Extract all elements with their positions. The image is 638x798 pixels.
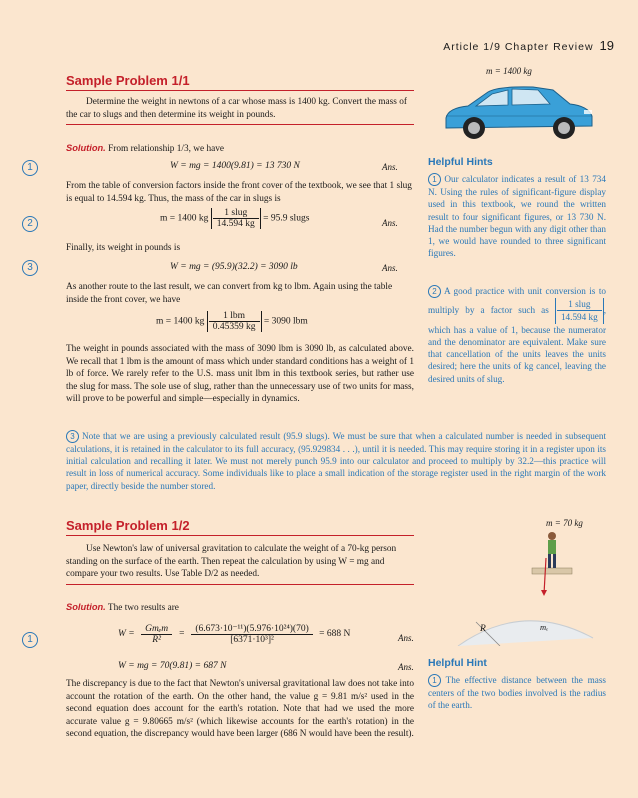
eq-w: W = xyxy=(118,629,135,640)
answer-label: Ans. xyxy=(382,263,398,273)
helpful-hint-title: Helpful Hint xyxy=(428,657,487,669)
eq2-right: = 95.9 slugs xyxy=(263,213,310,224)
equation-weight-mg: W = mg = 70(9.81) = 687 N xyxy=(118,661,227,671)
eq-result: = 688 N xyxy=(319,629,351,640)
equation-gravitation: W = $\frac{\text{Gmₑm}}{\text{R²}}$ = $\frac{\text{(6.673·10⁻¹¹)(5.976·10²⁴)(70)}}{\text{[6371·10³]²}}$ = 688 N xyxy=(118,623,351,645)
title-rule xyxy=(66,90,414,91)
eq4-denominator: 0.45359 kg xyxy=(212,322,256,332)
hint-2-text-c: because the numerator and the denominator are equivalent. Make sure that cancellation of the units leaves the units desired; here the units of kg cancel, leaving the desired units of slug. xyxy=(428,324,606,384)
problem-statement: Determine the weight in newtons of a car whose mass is 1400 kg. Convert the mass of the car to slugs and then determine its weight in pounds. xyxy=(66,97,407,120)
discrepancy-paragraph: The discrepancy is due to the fact that Newton's universal gravitational law does not take into account the rotation of the earth. On the other hand, the value g = 9.81 m/s² used in the second equation does account for the earth's rotation. Note that had we used the more accurate value g = 9.80665 m/s² (which likewise accounts for the earth's rotation) in the second equation, the discrepancy would have been larger (686 N would have been the result). xyxy=(66,679,414,740)
hint-2-text-a: A good practice with unit conversion is to multiply by a factor such as xyxy=(428,286,606,315)
solution-intro-1 xyxy=(66,142,224,156)
marker-1: 1 xyxy=(22,160,38,176)
running-header xyxy=(443,38,614,53)
answer-label: Ans. xyxy=(398,633,414,643)
sample-problem-2-title: Sample Problem 1/2 xyxy=(66,518,190,533)
helpful-hints-title: Helpful Hints xyxy=(428,156,493,168)
car-icon xyxy=(438,78,598,144)
solution-intro-text: From relationship 1/3, we have xyxy=(108,144,225,154)
hint-1 xyxy=(428,173,606,260)
solution-intro-2 xyxy=(66,601,179,615)
hint-sp2-text: The effective distance between the mass centers of the two bodies involved is the radius of the earth. xyxy=(428,675,606,711)
hint-1-text: Our calculator indicates a result of 13 734 N. Using the rules of significant-figure display used in this textbook, we round the written result to four significant figures, or 13 730 N. Had the number begun with any digit other than 1, we would have rounded to three significant figures. xyxy=(428,174,606,259)
hint-2-denominator: 14.594 kg xyxy=(560,312,598,323)
problem-statement-2: Use Newton's law of universal gravitation to calculate the weight of a 70-kg person standing on the surface of the earth. Then repeat the calculation by using W = mg and compare your two results. Use Table D/2 as needed. xyxy=(66,544,397,580)
problem-rule xyxy=(66,584,414,585)
eq4-left: m = 1400 kg xyxy=(156,316,205,327)
hint-2-factor xyxy=(555,298,604,324)
title-rule xyxy=(66,535,414,536)
hint-2-numerator: 1 slug xyxy=(557,298,602,311)
problem-rule xyxy=(66,124,414,125)
hint-3-marker: 3 xyxy=(66,430,79,443)
hint-3 xyxy=(66,430,606,492)
eq-den1: R² xyxy=(152,634,161,645)
solution-label: Solution. xyxy=(66,602,106,612)
person-on-earth-illustration xyxy=(428,528,606,646)
marker-2: 2 xyxy=(22,216,38,232)
hint-2 xyxy=(428,285,606,385)
lbm-discussion-paragraph: The weight in pounds associated with the mass of 3090 lbm is 3090 lb, as calculated above. We recall that 1 lbm is the amount of mass which under standard conditions has a weight of 1 lb of force. We rarely refer to the U.S. mass unit lbm in this textbook series, but rather use the slug for mass. The sole use of slug, rather than the unnecessary use of two units for mass, will prove to be powerful and simple—especially in dynamics. xyxy=(66,344,414,405)
person-mass-label: m = 70 kg xyxy=(546,518,583,528)
marker-1: 1 xyxy=(22,632,38,648)
earth-mass-label: mₑ xyxy=(540,622,549,632)
lbm-factor xyxy=(207,311,262,332)
eq-num2: (6.673·10⁻¹¹)(5.976·10²⁴)(70) xyxy=(191,623,312,635)
car-mass-label: m = 1400 kg xyxy=(486,66,532,76)
radius-label: R xyxy=(480,624,486,634)
equation-mass-slugs xyxy=(160,208,309,229)
car-figure xyxy=(428,66,606,146)
page-number: 19 xyxy=(599,38,614,53)
eq-num1: Gmₑm xyxy=(141,624,172,635)
eq4-numerator: 1 lbm xyxy=(209,311,260,322)
header-label: Article 1/9 Chapter Review xyxy=(443,41,594,53)
hint-1-marker: 1 xyxy=(428,173,441,186)
eq-den2: [6371·10³]² xyxy=(230,635,274,645)
hint-sp2-1 xyxy=(428,674,606,712)
solution-label: Solution. xyxy=(66,143,106,153)
hint-3-text: Note that we are using a previously calculated result (95.9 slugs). We must be sure that when a calculated number is needed in subsequent calculations, it is retained in the calculator to its full accuracy, (95.929834 . . .), until it is needed. This may require storing it in a register upon its initial calculation and recalling it later. We must not merely punch 95.9 into our calculator and proceed to multiply by 32.2—this practice will result in loss of numerical accuracy. Some individuals like to place a small indication of the storage register used in the right margin of the work paper, directly beside the number stored. xyxy=(66,431,607,491)
hint-2-text-b: , which has a value of 1, xyxy=(428,304,606,335)
lbm-route-paragraph: As another route to the last result, we can convert from kg to lbm. Again using the table inside the front cover, we have xyxy=(66,282,393,305)
gravity-figure xyxy=(428,516,606,646)
answer-label: Ans. xyxy=(382,218,398,228)
answer-label: Ans. xyxy=(382,162,398,172)
hint-sp2-marker: 1 xyxy=(428,674,441,687)
equation-mass-lbm xyxy=(156,311,308,332)
solution-intro-text: The two results are xyxy=(107,603,179,613)
eq2-left: m = 1400 kg xyxy=(160,213,209,224)
eq2-numerator: 1 slug xyxy=(213,208,259,219)
equation-weight-newtons: W = mg = 1400(9.81) = 13 730 N xyxy=(170,161,300,171)
eq2-denominator: 14.594 kg xyxy=(216,219,255,229)
hint-2-marker: 2 xyxy=(428,285,441,298)
weight-pounds-paragraph: Finally, its weight in pounds is xyxy=(66,243,181,253)
eq4-right: = 3090 lbm xyxy=(263,316,308,327)
conversion-factor xyxy=(211,208,261,229)
marker-3: 3 xyxy=(22,260,38,276)
answer-label: Ans. xyxy=(398,662,414,672)
sample-problem-1-title: Sample Problem 1/1 xyxy=(66,73,190,88)
equation-weight-pounds: W = mg = (95.9)(32.2) = 3090 lb xyxy=(170,262,298,272)
conversion-paragraph: From the table of conversion factors inside the front cover of the textbook, we see that 1 slug is equal to 14.594 kg. Thus, the mass of the car in slugs is xyxy=(66,181,412,204)
